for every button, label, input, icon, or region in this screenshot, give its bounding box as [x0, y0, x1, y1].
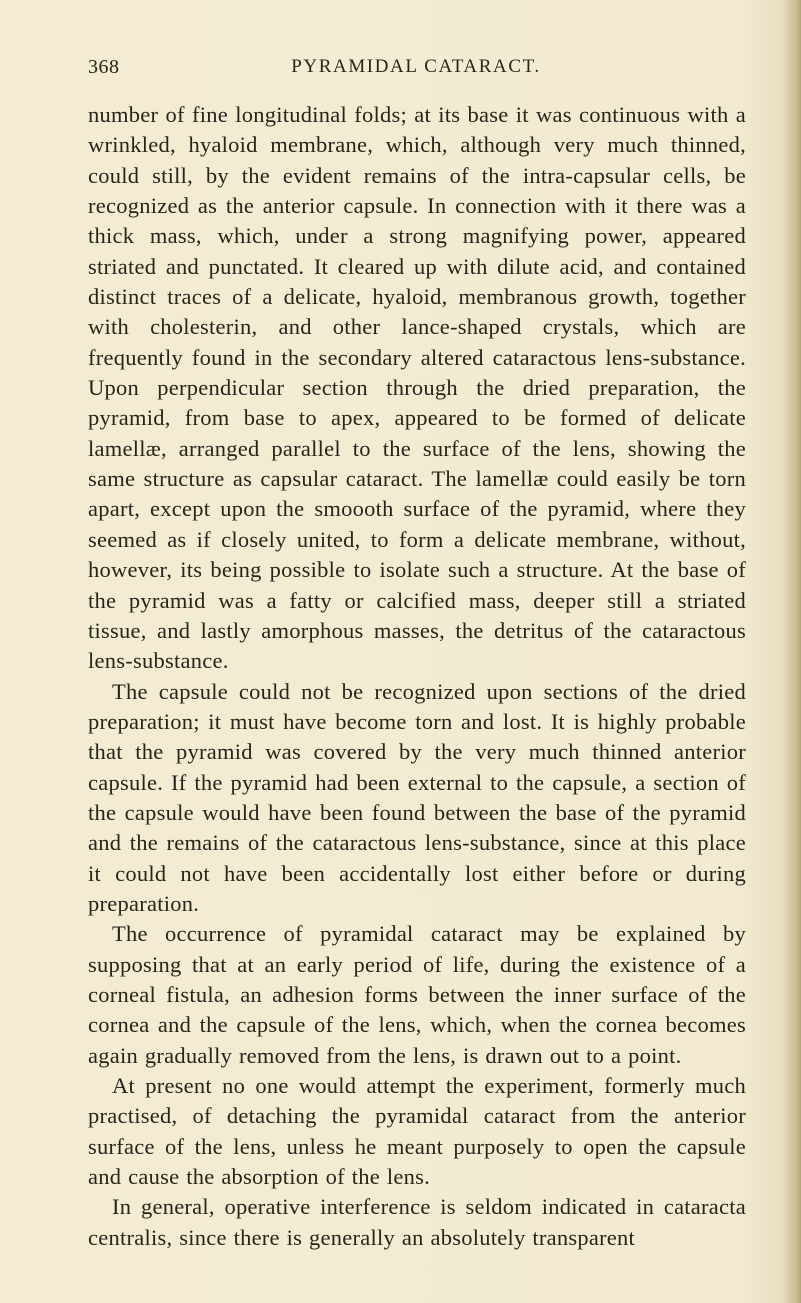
- paragraph-4: At present no one would attempt the experiment, formerly much practised, of detaching the pyramidal cataract from the anterior surface of the lens, unless he meant purposely to open the capsule and cause the absorption of the lens.: [88, 1073, 746, 1190]
- page-header: [88, 56, 744, 84]
- page-number: 368: [88, 56, 120, 78]
- page-edge-shadow: [783, 0, 801, 1303]
- paragraph-1: number of fine longitudinal folds; at its base it was continuous with a wrinkled, hyaloid membrane, which, although very much thinned, could still, by the evident remains of the intra-capsular cells, be recognized as the anterior capsule. In connection with it there was a thick mass, which, under a strong magnifying power, appeared striated and punctated. It cleared up with dilute acid, and contained distinct traces of a delicate, hyaloid, membranous growth, together with cholesterin, and other lance-shaped crystals, which are frequently found in the secondary altered cataractous lens-substance. Upon perpendicular section through the dried preparation, the pyramid, from base to apex, appeared to be formed of delicate lamellæ, arranged parallel to the surface of the lens, showing the same structure as capsular cataract. The lamellæ could easily be torn apart, except upon the smoooth surface of the pyramid, where they seemed as if closely united, to form a delicate membrane, without, however, its being possible to isolate such a structure. At the base of the pyramid was a fatty or calcified mass, deeper still a striated tissue, and lastly amorphous masses, the detritus of the cataractous lens-substance.: [88, 102, 746, 674]
- body-text: [88, 100, 746, 1253]
- paragraph-5: In general, operative interference is seldom indicated in cataracta centralis, since there is generally an absolutely transparent: [88, 1194, 746, 1250]
- paragraph-3: The occurrence of pyramidal cataract may be explained by supposing that at an early period of life, during the existence of a corneal fistula, an adhesion forms between the inner surface of the cornea and the capsule of the lens, which, when the cornea becomes again gradually removed from the lens, is drawn out to a point.: [88, 921, 746, 1068]
- running-head: PYRAMIDAL CATARACT.: [291, 56, 541, 77]
- paragraph-2: The capsule could not be recognized upon sections of the dried preparation; it must have become torn and lost. It is highly probable that the pyramid was covered by the very much thinned anterior capsule. If the pyramid had been external to the capsule, a section of the capsule would have been found between the base of the pyramid and the remains of the cataractous lens-substance, since at this place it could not have been accidentally lost either before or during preparation.: [88, 678, 746, 916]
